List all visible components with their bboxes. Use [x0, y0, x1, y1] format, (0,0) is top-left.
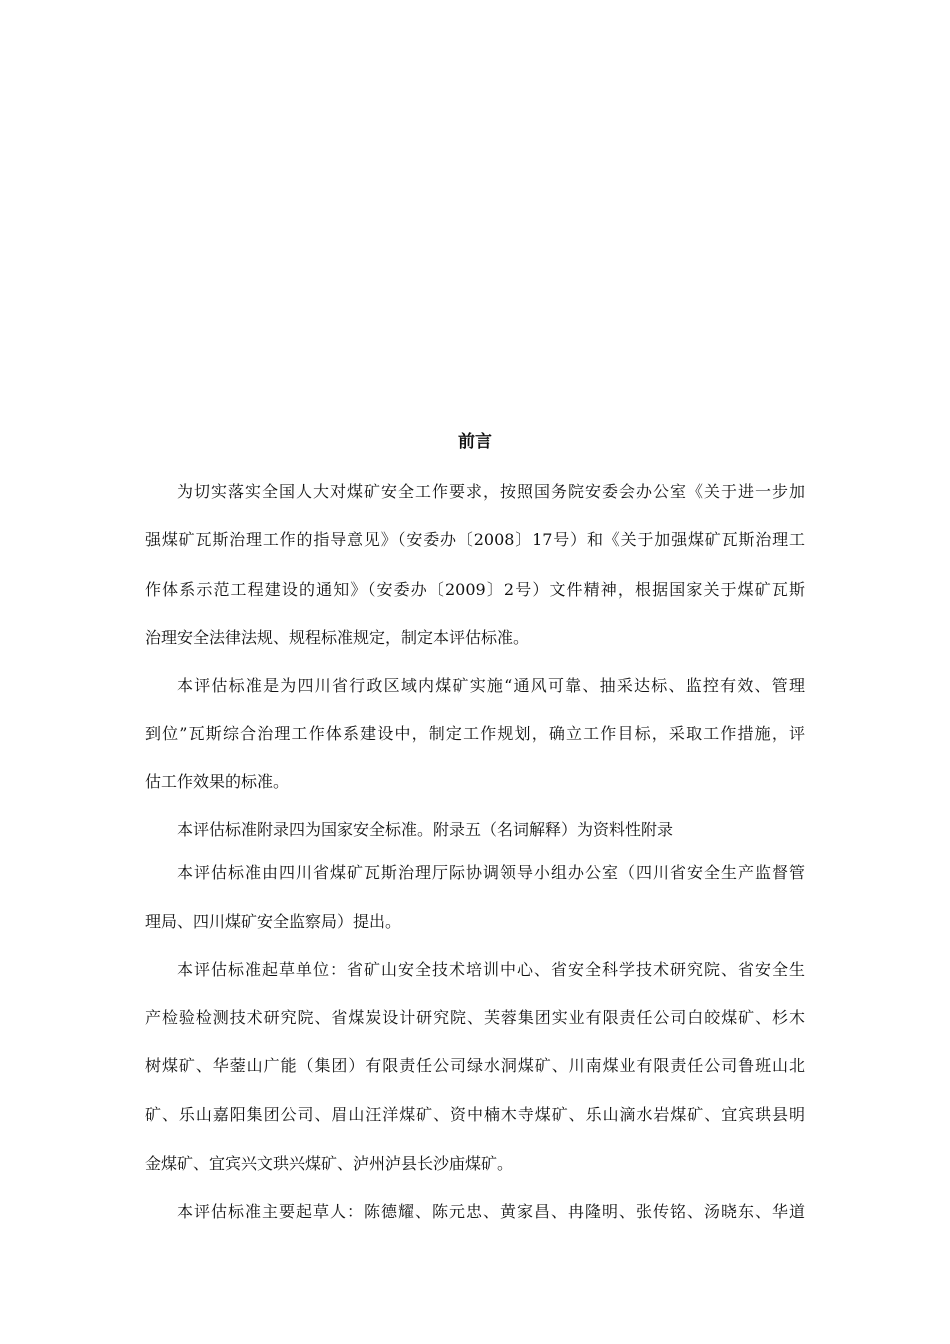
paragraph-line: 树煤矿、华蓥山广能（集团）有限责任公司绿水洞煤矿、川南煤业有限责任公司鲁班山北: [145, 1056, 805, 1075]
paragraph-line: 产检验检测技术研究院、省煤炭设计研究院、芙蓉集团实业有限责任公司白皎煤矿、杉木: [145, 1008, 805, 1027]
paragraph-line: 为切实落实全国人大对煤矿安全工作要求，按照国务院安委会办公室《关于进一步加: [177, 482, 805, 501]
paragraph-line: 理局、四川煤矿安全监察局）提出。: [145, 912, 402, 931]
paragraph-line: 本评估标准附录四为国家安全标准。附录五（名词解释）为资料性附录: [177, 820, 674, 839]
paragraph-line: 矿、乐山嘉阳集团公司、眉山汪洋煤矿、资中楠木寺煤矿、乐山滴水岩煤矿、宜宾珙县明: [145, 1105, 805, 1124]
paragraph-line: 本评估标准是为四川省行政区域内煤矿实施“通风可靠、抽采达标、监控有效、管理: [177, 676, 805, 695]
paragraph-line: 本评估标准由四川省煤矿瓦斯治理厅际协调领导小组办公室（四川省安全生产监督管: [177, 863, 805, 882]
paragraph-line: 估工作效果的标准。: [145, 772, 290, 791]
paragraph-line: 本评估标准主要起草人：陈德耀、陈元忠、黄家昌、冉隆明、张传铭、汤晓东、华道: [177, 1202, 805, 1221]
page-title: 前言: [458, 432, 492, 452]
paragraph-line: 金煤矿、宜宾兴文珙兴煤矿、泸州泸县长沙庙煤矿。: [145, 1154, 514, 1173]
paragraph-line: 强煤矿瓦斯治理工作的指导意见》（安委办〔2008〕17号）和《关于加强煤矿瓦斯治理工: [145, 530, 805, 549]
paragraph-line: 到位”瓦斯综合治理工作体系建设中，制定工作规划，确立工作目标，采取工作措施，评: [145, 724, 805, 743]
paragraph-line: 治理安全法律法规、规程标准规定，制定本评估标准。: [145, 628, 530, 647]
paragraph-line: 作体系示范工程建设的通知》（安委办〔2009〕2号）文件精神，根据国家关于煤矿瓦斯: [145, 580, 805, 599]
paragraph-line: 本评估标准起草单位：省矿山安全技术培训中心、省安全科学技术研究院、省安全生: [177, 960, 805, 979]
